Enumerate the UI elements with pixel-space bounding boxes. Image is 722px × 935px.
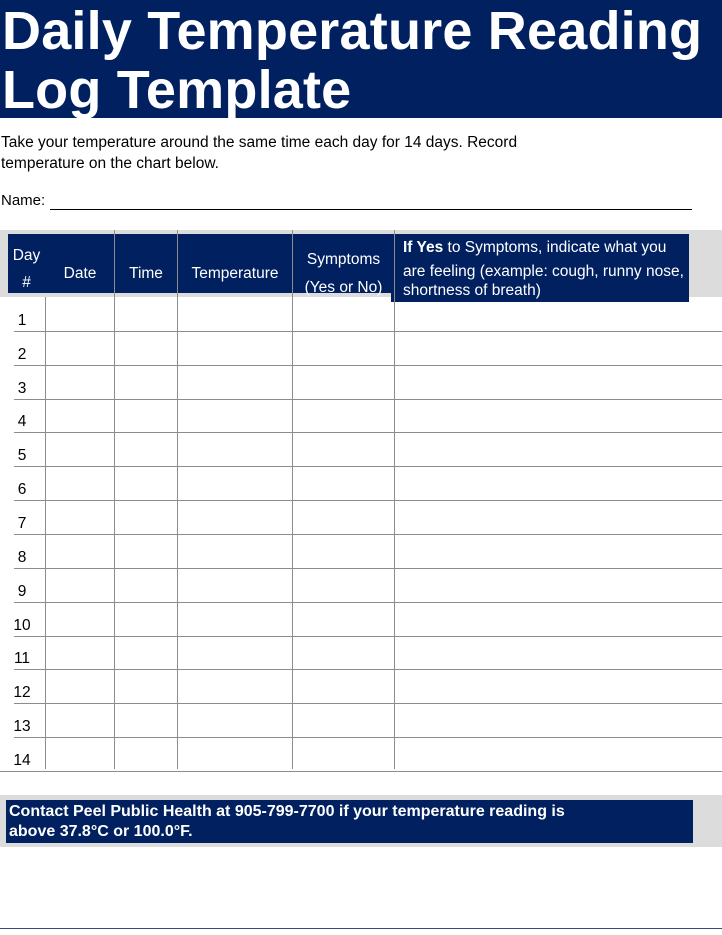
table-row[interactable] (14, 568, 722, 569)
day-number: 12 (13, 684, 31, 702)
header-details-bold: If Yes (403, 239, 444, 256)
header-day (8, 246, 45, 300)
instructions-line2: temperature on the chart below. (1, 155, 219, 172)
page-title-line2: Log Template (2, 60, 352, 120)
footer-notice (9, 802, 689, 842)
instructions-line1: Take your temperature around the same time each day for 14 days. Record (1, 134, 518, 151)
table-row[interactable] (14, 669, 722, 670)
table-row[interactable] (14, 703, 722, 704)
header-symptoms-line2: (Yes or No) (304, 279, 383, 296)
header-day-line1: Day (12, 247, 41, 264)
table-row[interactable] (14, 636, 722, 637)
day-number: 5 (17, 447, 27, 465)
table-row[interactable] (14, 466, 722, 467)
day-number: 4 (17, 413, 27, 431)
day-number: 3 (17, 379, 27, 397)
header-details-line3: shortness of breath) (403, 282, 541, 299)
header-details-line2: are feeling (example: cough, runny nose, (403, 263, 684, 280)
table-row[interactable] (14, 399, 722, 400)
day-number: 10 (13, 616, 31, 634)
table-row[interactable] (14, 500, 722, 501)
day-number: 13 (13, 718, 31, 736)
page-title-line1: Daily Temperature Reading (2, 1, 703, 61)
day-number: 9 (17, 582, 27, 600)
day-number: 7 (17, 514, 27, 532)
name-label: Name: (1, 192, 46, 209)
table-row[interactable] (14, 602, 722, 603)
header-date: Date (63, 265, 97, 282)
day-number: 6 (17, 481, 27, 499)
day-number: 14 (13, 751, 31, 769)
page-title (2, 2, 702, 120)
footer-notice-line2: above 37.8°C or 100.0°F. (9, 823, 193, 840)
table-row[interactable] (14, 432, 722, 433)
header-symptoms (293, 246, 394, 302)
instructions-text (1, 132, 641, 174)
name-field[interactable] (50, 209, 692, 210)
header-symptom-details (403, 236, 693, 308)
day-number: 11 (13, 650, 31, 668)
table-row[interactable] (14, 737, 722, 738)
header-symptoms-line1: Symptoms (306, 251, 381, 268)
header-temperature: Temperature (191, 265, 279, 282)
day-number: 8 (17, 548, 27, 566)
table-row[interactable] (14, 534, 722, 535)
page-bottom-rule (0, 928, 722, 929)
table-row[interactable] (0, 771, 722, 772)
day-number: 1 (17, 311, 27, 329)
header-time: Time (129, 265, 163, 282)
footer-notice-line1: Contact Peel Public Health at 905-799-7700 if your temperature reading is (9, 803, 565, 820)
header-details-line1: to Symptoms, indicate what you (443, 239, 667, 256)
table-row[interactable] (14, 331, 722, 332)
header-day-line2: # (22, 274, 31, 291)
day-number: 2 (17, 345, 27, 363)
table-row[interactable] (14, 365, 722, 366)
